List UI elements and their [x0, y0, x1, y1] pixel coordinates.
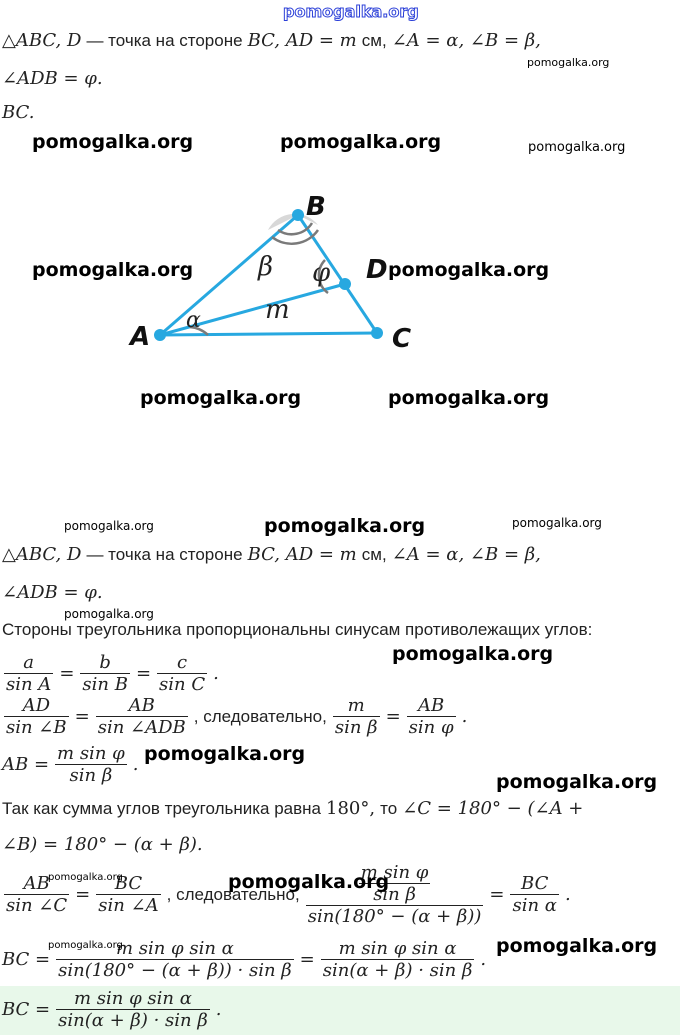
fraction — [321, 938, 475, 981]
watermark: pomogalka.org — [228, 871, 390, 893]
watermark: pomogalka.org — [496, 771, 658, 793]
numerator: a — [4, 652, 53, 674]
label-c: C — [392, 324, 412, 354]
given-line-2: ∠ADB = φ. — [2, 582, 103, 603]
fraction — [96, 695, 188, 738]
numerator: AD — [4, 695, 69, 717]
numerator: AB — [407, 695, 456, 717]
watermark: pomogalka.org — [140, 387, 302, 409]
equals-sign: = — [135, 663, 152, 684]
equals-sign: = — [59, 663, 75, 684]
numerator: m sin φ sin α — [56, 938, 294, 960]
angle-sum-value: 180°, — [326, 798, 376, 819]
ab-row — [2, 743, 138, 786]
answer-row — [2, 988, 221, 1031]
fraction — [56, 988, 210, 1031]
denominator: sin φ — [408, 717, 454, 738]
fraction — [80, 652, 130, 695]
problem-angles: ∠A = α, ∠B = β, — [391, 30, 541, 51]
numerator: m sin φ — [57, 743, 125, 764]
point-a — [154, 329, 166, 341]
period: . — [480, 949, 487, 970]
angle-c-expression: ∠C = 180° − (∠A + — [402, 798, 584, 819]
sine-law-row — [2, 652, 219, 695]
watermark: pomogalka.org — [527, 56, 610, 69]
numerator: b — [80, 652, 130, 674]
problem-math: BC, AD = m — [247, 30, 357, 51]
period: . — [461, 706, 468, 727]
given-text: — точка на стороне — [86, 545, 243, 564]
fraction — [4, 695, 69, 738]
fraction — [157, 652, 207, 695]
denominator: sin β — [69, 765, 113, 786]
angle-sum-to: то — [380, 799, 398, 818]
fraction — [4, 652, 53, 695]
angle-sum-line-2: ∠B) = 180° − (α + β). — [2, 834, 203, 855]
problem-line-2: ∠ADB = φ. — [2, 68, 103, 89]
equals-sign: = — [299, 949, 315, 970]
watermark: pomogalka.org — [496, 935, 658, 957]
label-beta: β — [258, 252, 274, 282]
bc-lhs: BC = — [2, 949, 51, 970]
denominator: sin(α + β) · sin β — [322, 960, 473, 981]
equals-sign: = — [489, 884, 505, 905]
label-alpha: α — [186, 308, 201, 333]
answer-lhs: BC = — [2, 999, 51, 1020]
side-ac — [160, 333, 377, 335]
label-phi: φ — [312, 258, 331, 288]
fraction — [407, 695, 456, 738]
numerator: m sin φ sin α — [56, 988, 210, 1010]
denominator: sin ∠A — [98, 895, 159, 916]
watermark: pomogalka.org — [512, 516, 602, 530]
watermark: pomogalka.org — [264, 515, 426, 537]
denominator: sin α — [512, 895, 557, 916]
sine-rule-text: Стороны треугольника пропорциональны синусам противолежащих углов: — [2, 620, 593, 639]
watermark: pomogalka.org — [32, 131, 194, 153]
denominator: sin ∠ADB — [97, 717, 186, 738]
label-d: D — [366, 255, 388, 285]
numerator: c — [157, 652, 207, 674]
problem-unit: см, — [361, 31, 387, 50]
angle-sum-text: Так как сумма углов треугольника равна — [2, 799, 322, 818]
fraction — [333, 695, 380, 738]
therefore-text: , следовательно, — [193, 706, 327, 726]
equals-sign: = — [385, 706, 401, 727]
period: . — [215, 999, 222, 1020]
watermark: pomogalka.org — [64, 607, 154, 621]
problem-text: — точка на стороне — [86, 31, 243, 50]
denominator: sin C — [159, 674, 206, 695]
angle-sum-line-1 — [2, 798, 583, 819]
label-m: m — [265, 295, 290, 325]
watermark: pomogalka.org — [48, 872, 123, 883]
site-link[interactable]: pomogalka.org — [283, 2, 419, 21]
numerator: BC — [510, 873, 558, 895]
watermark: pomogalka.org — [280, 131, 442, 153]
denominator: sin ∠B — [6, 717, 67, 738]
problem-find: BC. — [2, 102, 35, 123]
denominator: sin(180° − (α + β)) — [307, 906, 482, 927]
point-c — [371, 327, 383, 339]
watermark: pomogalka.org — [388, 259, 550, 281]
denominator: sin A — [6, 674, 52, 695]
denominator: sin ∠C — [6, 895, 68, 916]
numerator: AB — [4, 873, 69, 895]
period: . — [213, 663, 219, 684]
denominator: sin B — [82, 674, 128, 695]
watermark: pomogalka.org — [528, 140, 626, 155]
point-d — [339, 278, 351, 290]
ad-ab-row — [2, 695, 467, 738]
denominator: sin β — [334, 717, 378, 738]
inner-denominator: sin β — [373, 884, 416, 905]
fraction — [510, 873, 558, 916]
watermark: pomogalka.org — [64, 519, 154, 533]
watermark: pomogalka.org — [48, 940, 123, 951]
denominator: sin(α + β) · sin β — [58, 1010, 208, 1031]
watermark: pomogalka.org — [388, 387, 550, 409]
given-angles: ∠A = α, ∠B = β, — [391, 544, 541, 565]
therefore-text: , следовательно, — [166, 884, 300, 904]
watermark: pomogalka.org — [32, 259, 194, 281]
ab-lhs: AB = — [2, 754, 50, 775]
label-a: A — [130, 322, 151, 352]
label-b: B — [306, 192, 326, 222]
equals-sign: = — [75, 884, 91, 905]
numerator: m sin φ sin α — [321, 938, 475, 960]
watermark: pomogalka.org — [392, 643, 554, 665]
given-unit: см, — [361, 545, 387, 564]
problem-triangle: △ABC, D — [2, 30, 82, 51]
numerator: BC — [96, 873, 160, 895]
period: . — [564, 884, 571, 905]
point-b — [292, 209, 304, 221]
given-math: BC, AD = m — [247, 544, 357, 565]
denominator: sin(180° − (α + β)) · sin β — [58, 960, 292, 981]
given-triangle: △ABC, D — [2, 544, 82, 565]
inner-numerator: m sin φ — [360, 862, 429, 883]
fraction — [55, 743, 127, 786]
watermark: pomogalka.org — [144, 743, 306, 765]
given-line-1 — [2, 544, 541, 565]
period: . — [132, 754, 139, 775]
numerator: AB — [96, 695, 188, 717]
equals-sign: = — [74, 706, 90, 727]
numerator: m — [333, 695, 380, 717]
problem-line-1 — [2, 30, 541, 51]
